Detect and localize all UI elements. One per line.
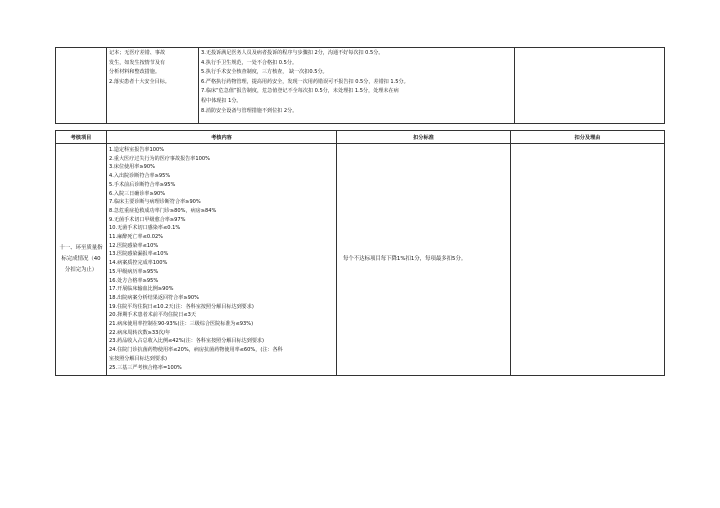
list-item: 17.开展临床输血比例≥90% — [109, 286, 174, 293]
list-item: 7.临床主要诊断与病理诊断符合率≥90% — [109, 199, 201, 206]
list-item: 15.甲级病历率≥95% — [109, 268, 159, 275]
list-item: 9.无菌手术切口甲级愈合率≥97% — [109, 216, 186, 223]
header-row — [56, 131, 665, 144]
top-col2-line: 发生，如发生按情节及有 — [109, 59, 166, 66]
list-item: 14.病案质控完成率100% — [109, 260, 168, 267]
list-item: 21.病床使用率控制在90-93%(注：三级综合医院标准为≤93%) — [109, 321, 254, 328]
list-item: 20.择期手术患者术前平均住院日≤3天 — [109, 312, 196, 319]
list-item: 22.病床周转次数≥33次/年 — [109, 329, 171, 336]
top-table — [55, 47, 665, 124]
list-item: 19.住院平均住院日≤10.2天(注：各科室按照分解目标达到要求) — [109, 303, 254, 310]
items-cell — [107, 144, 337, 376]
list-item: 1.造定科室报告率100% — [109, 147, 165, 153]
list-item: 13.医院感染漏报率≤10% — [109, 251, 169, 258]
top-col3-line: 3.无投诉满足医务人员及病者投诉的程序与步骤扣 2分，沟通不好每次扣 0.5分。 — [201, 50, 384, 56]
main-table — [55, 130, 665, 376]
list-item: 12.医院感染率≤10% — [109, 242, 159, 249]
top-col2-line: 记本；无医疗差错、事故 — [109, 50, 166, 56]
top-col3-line: 程中体现扣 1分。 — [201, 97, 242, 104]
list-item: 2.重大医疗过失行为的医疗事故报告率100% — [109, 155, 210, 162]
list-item: 16.处方合格率≥95% — [109, 277, 159, 284]
deduction-cell: 每个不达标项目每下降1%扣1分，每项最多扣5分。 — [337, 144, 511, 376]
list-item: 室按照分解目标达到要求) — [109, 355, 168, 362]
top-col2-line: 分析材料和整改措施。 — [109, 69, 160, 76]
header-item: 考核项目 — [56, 131, 107, 144]
top-col3-line: 7.临床“危急值”报告制度，危急值登记不全每次扣 0.5分，未处理扣 1.5分，处理未在病 — [201, 88, 399, 95]
top-col1 — [56, 48, 107, 124]
list-item: 6.入院三日确诊率≥90% — [109, 190, 166, 197]
top-col3 — [199, 48, 515, 124]
header-content: 考核内容 — [107, 131, 337, 144]
category-cell: 十一、环至质量指标完成情况（40分扣完为止） — [56, 144, 107, 376]
list-item: 4.入出院诊断符合率≥95% — [109, 173, 171, 180]
list-item: 25.三基三严考核合格率=100% — [109, 364, 182, 371]
list-item: 11.麻醉死亡率≤0.02% — [109, 234, 164, 241]
top-col4 — [515, 48, 665, 124]
table-row — [56, 144, 665, 376]
list-item: 8.急危重症抢救成功率门诊≥80%，病房≥84% — [109, 207, 217, 214]
header-reason: 扣分及理由 — [511, 131, 665, 144]
list-item: 10.无菌手术切口感染率≤0.1% — [109, 225, 181, 232]
top-col2 — [107, 48, 199, 124]
top-table-row — [56, 48, 665, 124]
reason-cell — [511, 144, 665, 376]
list-item: 3.床位使用率≥90% — [109, 164, 155, 171]
top-col3-line: 8.消防安全设备与管理措施不到位扣 2分。 — [201, 107, 298, 114]
top-col3-line: 5.执行手术安全核查制度，三方核查， 缺一次扣0.5分。 — [201, 69, 328, 76]
header-standard: 扣分标准 — [337, 131, 511, 144]
top-col3-line: 6.严格执行药物管理，提高用药安全，发现一次用药错误可不报告扣 0.5分，差错扣 1.5分。 — [201, 78, 409, 85]
list-item: 18.出院病案分析结果返回符合率≥90% — [109, 294, 199, 301]
top-col2-line: 2.落实患者十大安全目标。 — [109, 78, 170, 85]
list-item: 24.住院门诊抗菌药物使用率≤20%，病房抗菌药物使用率≤60%，(注：各科 — [109, 347, 283, 354]
list-item: 23.药品收入占总收入比例≤42%(注：各科室按照分解目标达到要求) — [109, 338, 265, 345]
top-col3-line: 4.执行手卫生规范，一处不合格扣 0.5分。 — [201, 59, 298, 66]
list-item: 5.手术前后诊断符合率≥95% — [109, 181, 176, 188]
